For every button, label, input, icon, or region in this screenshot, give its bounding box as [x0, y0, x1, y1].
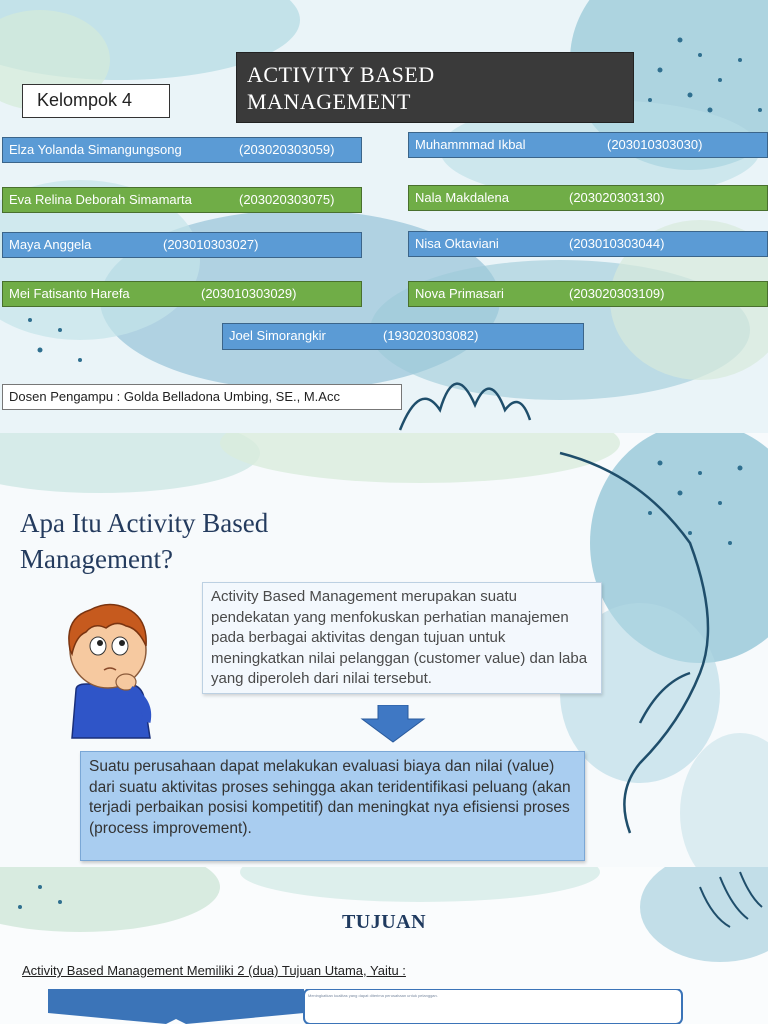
member-right-2 [408, 185, 768, 211]
goal-text: Meningkatkan kualitas yang dapat diterima perusahaan untuk pelanggan. [308, 993, 438, 998]
intro-text: Activity Based Management Memiliki 2 (dua) Tujuan Utama, Yaitu : [22, 963, 406, 978]
member-name: Elza Yolanda Simangungsong [9, 142, 182, 157]
group-label: Kelompok 4 [22, 84, 170, 118]
member-right-1 [408, 132, 768, 158]
member-right-3 [408, 231, 768, 257]
slide-title-box [236, 52, 634, 123]
member-name: Nova Primasari [415, 286, 504, 301]
member-name: Nisa Oktaviani [415, 236, 499, 251]
title-line-1: ACTIVITY BASED [247, 62, 435, 87]
member-name: Mei Fatisanto Harefa [9, 286, 130, 301]
title-line-2: MANAGEMENT [247, 89, 411, 114]
heading-line-1: Apa Itu Activity Based [20, 508, 269, 538]
slide-tujuan [0, 867, 768, 1024]
section-heading: TUJUAN [341, 911, 427, 933]
member-id: (203010303029) [201, 286, 297, 301]
section-heading [20, 505, 360, 577]
member-id: (203020303109) [569, 286, 665, 301]
member-name: Nala Makdalena [415, 190, 509, 205]
member-right-4 [408, 281, 768, 307]
member-id: (193020303082) [383, 328, 479, 343]
heading-line-2: Management? [20, 544, 173, 574]
member-id: (203010303044) [569, 236, 665, 251]
member-name: Muhammmad Ikbal [415, 137, 526, 152]
member-name: Joel Simorangkir [229, 328, 326, 343]
definition-box: Activity Based Management merupakan suatu pendekatan yang menfokuskan perhatian manajemen pada berbagai aktivitas dengan tujuan untuk meningkatkan nilai pelanggan (customer value) dan laba yang diperoleh dari nilai tersebut. [202, 582, 602, 694]
member-id: (203020303130) [569, 190, 665, 205]
member-id: (203020303059) [239, 142, 335, 157]
member-left-4 [2, 281, 362, 307]
member-name: Eva Relina Deborah Simamarta [9, 192, 192, 207]
member-center [222, 323, 584, 350]
member-id: (203010303030) [607, 137, 703, 152]
arrow-down-icon [360, 705, 426, 743]
thinking-boy-icon [46, 598, 166, 743]
member-id: (203010303027) [163, 237, 259, 252]
member-left-1 [2, 137, 362, 163]
member-left-3 [2, 232, 362, 258]
evaluation-box: Suatu perusahaan dapat melakukan evaluasi biaya dan nilai (value) dari suatu aktivitas proses sehingga akan teridentifikasi peluang (akan terjadi perbaikan posisi kompetitif) dan meningkat nya efisiensi proses (process improvement). [80, 751, 585, 861]
slide-definition [0, 433, 768, 867]
member-name: Maya Anggela [9, 237, 92, 252]
member-id: (203020303075) [239, 192, 335, 207]
lecturer-box: Dosen Pengampu : Golda Belladona Umbing, SE., M.Acc [2, 384, 402, 410]
slide-title [0, 0, 768, 433]
member-left-2 [2, 187, 362, 213]
